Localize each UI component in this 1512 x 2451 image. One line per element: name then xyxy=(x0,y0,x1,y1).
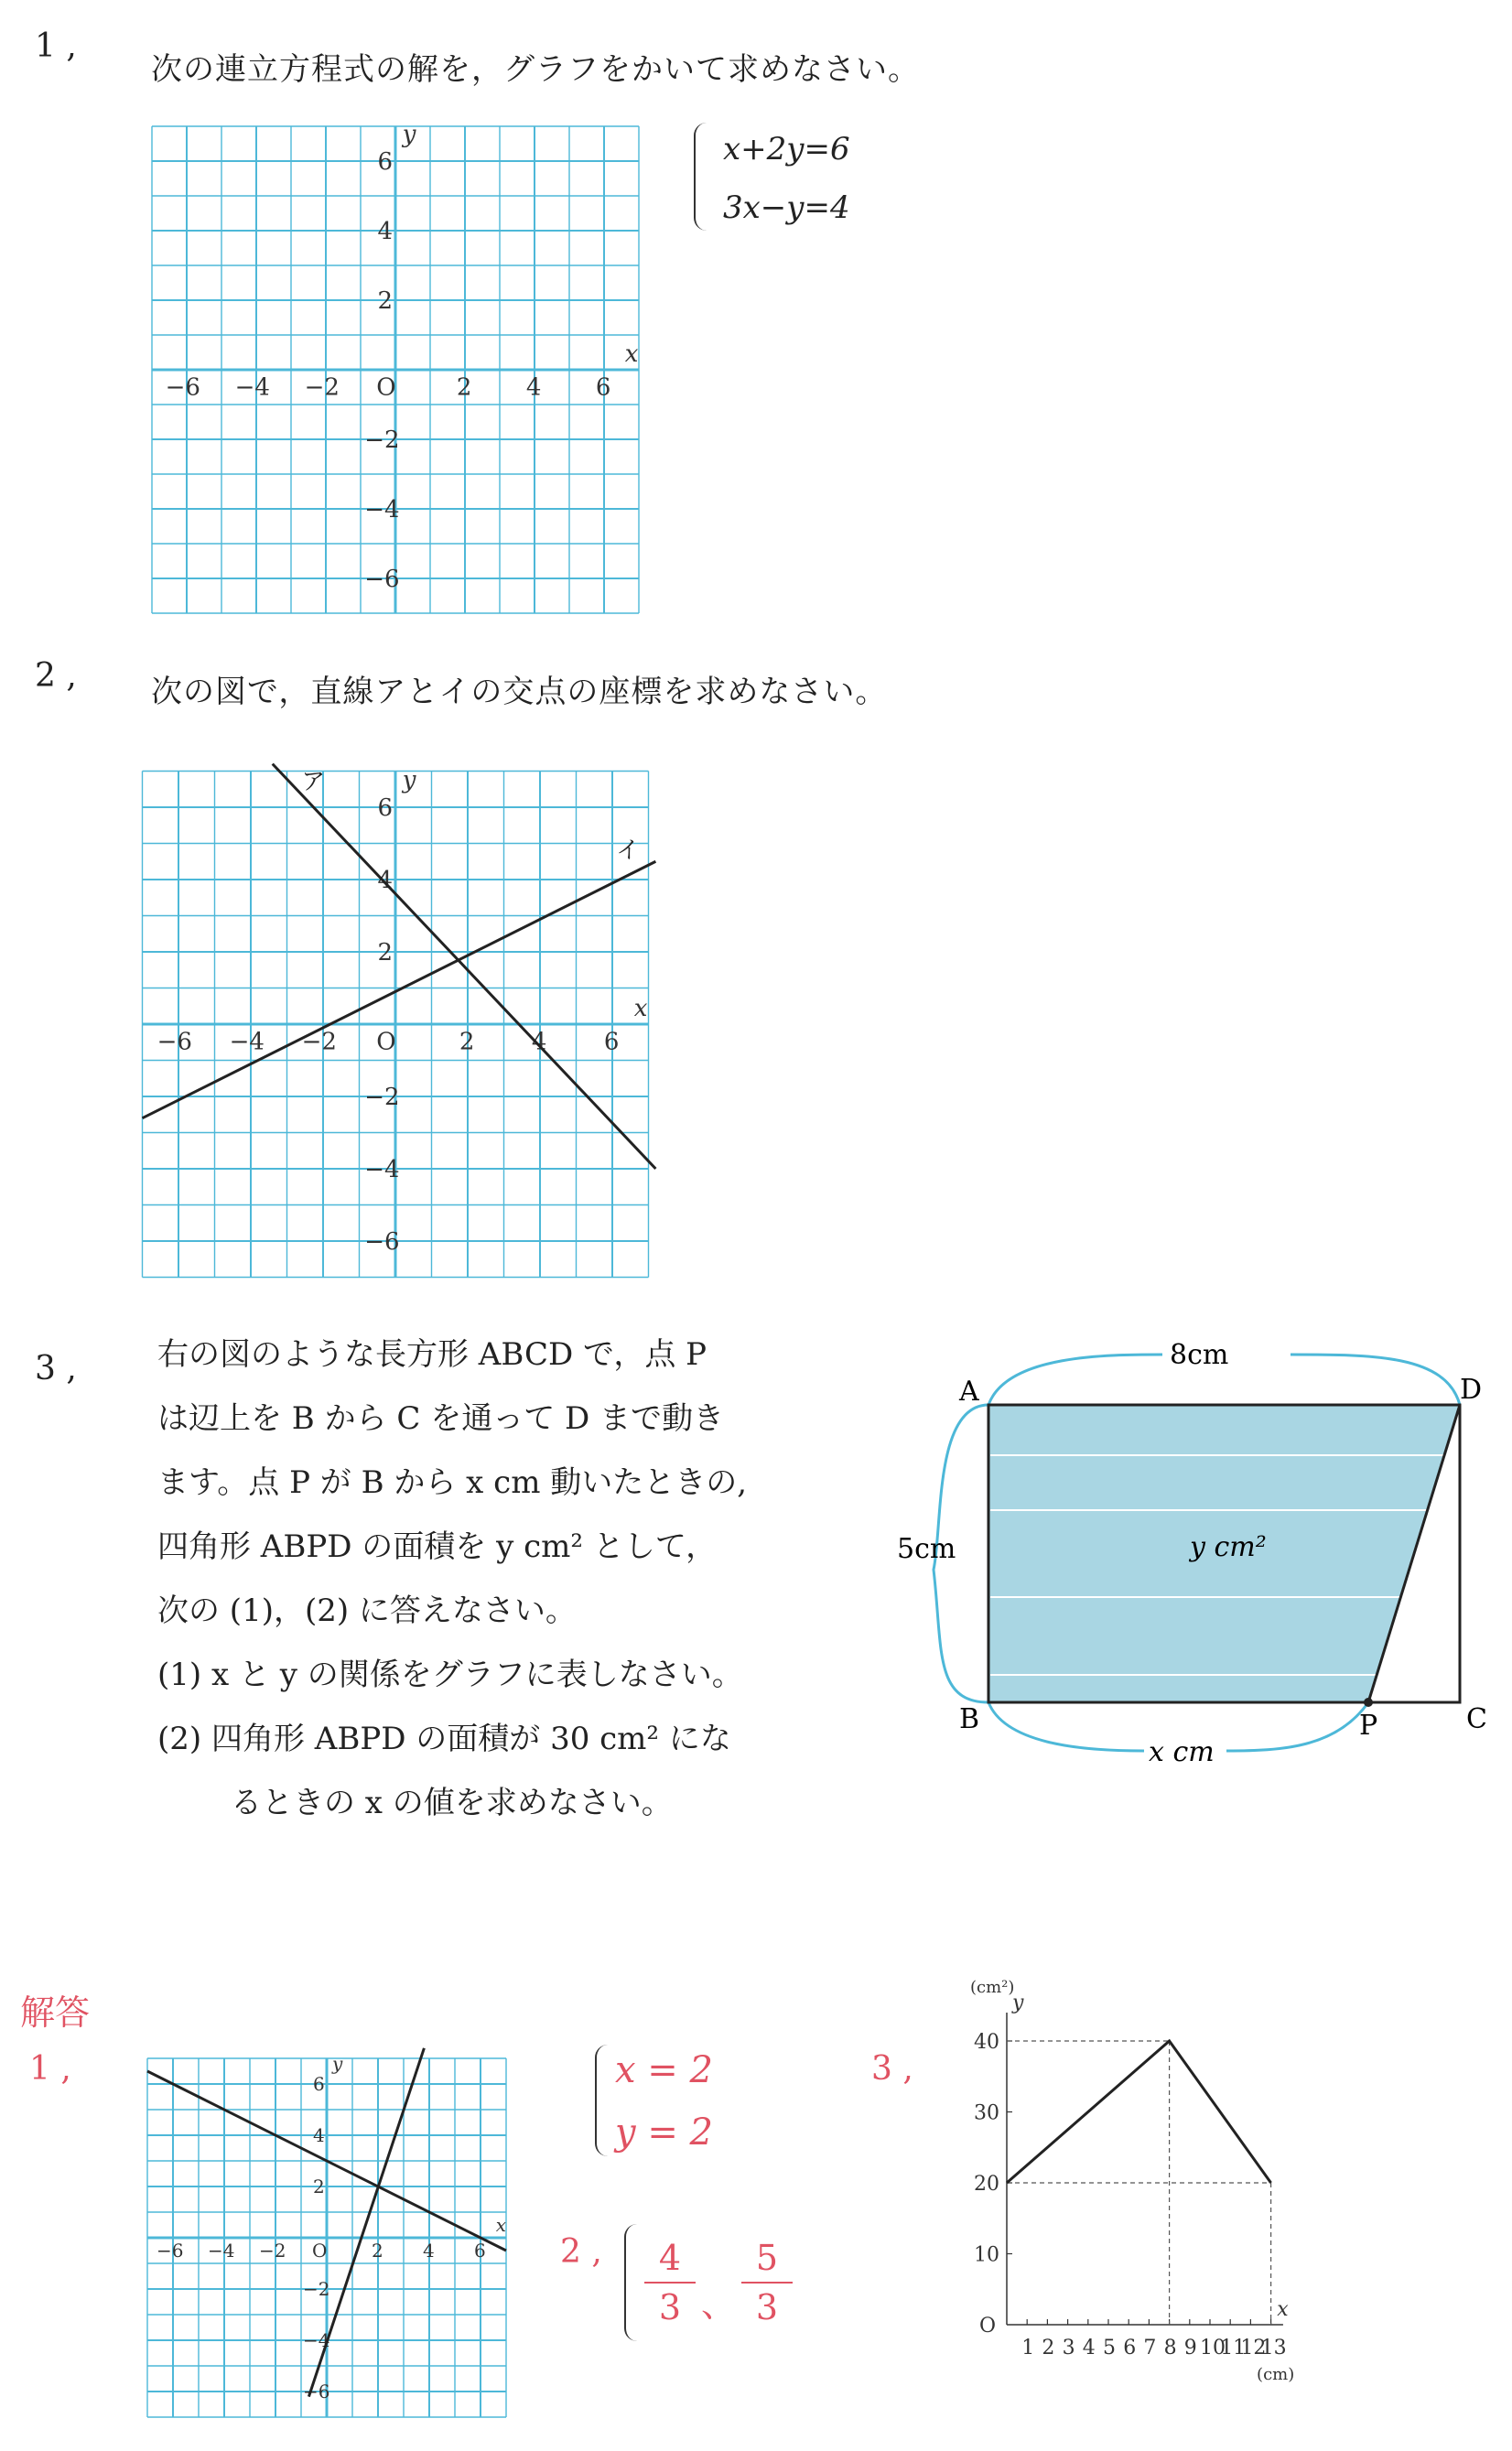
fraction-bar xyxy=(741,2282,793,2284)
x-tick-label: 6 xyxy=(595,373,611,402)
x-tick-label: 9 xyxy=(1183,2337,1197,2359)
q2-number: 2 , xyxy=(35,657,77,695)
q3-subquestion-2-cont: るときの x の値を求めなさい。 xyxy=(231,1785,673,1821)
answer1-number: 1 , xyxy=(29,2050,71,2088)
q3-line: 右の図のような長方形 ABCD で，点 P xyxy=(157,1336,707,1373)
q1-grid xyxy=(152,121,639,613)
label-d: D xyxy=(1460,1374,1483,1406)
x-axis-label: x xyxy=(624,340,639,368)
label-b: B xyxy=(959,1703,980,1735)
answer2-coordinates xyxy=(624,2224,793,2341)
q1-number: 1 , xyxy=(35,27,77,65)
x-tick-label: −4 xyxy=(229,1028,265,1056)
x-tick-label: 1 xyxy=(1021,2337,1035,2359)
y-tick-label: 2 xyxy=(377,287,394,316)
numerator: 4 xyxy=(658,2238,682,2278)
x-tick-label: 11 xyxy=(1220,2337,1247,2359)
y-tick-label: 20 xyxy=(974,2173,999,2196)
label-ycm2: y cm² xyxy=(1190,1531,1267,1563)
label-c: C xyxy=(1466,1703,1487,1735)
answer3-number: 3 , xyxy=(871,2050,913,2088)
y-tick-label: 2 xyxy=(313,2176,325,2197)
q3-text xyxy=(157,1323,747,1835)
y-tick-label: −6 xyxy=(303,2381,330,2402)
x-tick-label: 4 xyxy=(531,1028,547,1056)
separator: 、 xyxy=(701,2284,737,2325)
x-tick-label: 12 xyxy=(1240,2337,1267,2359)
y-tick-label: 40 xyxy=(974,2031,999,2054)
x-tick-label: 6 xyxy=(1123,2337,1137,2359)
y-tick-label: 6 xyxy=(377,794,394,823)
point-p xyxy=(1364,1698,1373,1707)
solution-x: x = 2 xyxy=(615,2049,713,2091)
line-i xyxy=(143,861,656,1118)
denominator: 3 xyxy=(658,2287,682,2327)
q1-graph xyxy=(146,119,659,613)
x-tick-label: 2 xyxy=(456,373,472,402)
x-tick-label: −6 xyxy=(165,373,200,402)
label-a: A xyxy=(959,1376,979,1408)
y-tick-label: 6 xyxy=(313,2073,325,2095)
y-tick-label: −2 xyxy=(303,2278,330,2300)
x-tick-label: 4 xyxy=(525,373,542,402)
y-tick-label: 6 xyxy=(377,148,394,177)
y-tick-label: −4 xyxy=(364,496,400,524)
y-axis-label: y xyxy=(402,766,416,794)
x-tick-label: 2 xyxy=(1042,2337,1055,2359)
y-tick-label: 4 xyxy=(377,867,394,895)
answers-heading: 解答 xyxy=(20,1992,91,2033)
x-tick-label: −2 xyxy=(259,2240,286,2262)
x-tick-label: 6 xyxy=(474,2240,486,2262)
x-axis-label: x xyxy=(495,2214,507,2236)
q3-subquestion-1: (1) x と y の関係をグラフに表しなさい。 xyxy=(157,1657,743,1693)
y-tick-label: −6 xyxy=(364,566,400,594)
q2-graph xyxy=(146,764,677,1286)
q2-text: 次の図で，直線アとイの交点の座標を求めなさい。 xyxy=(151,674,888,710)
x-tick-label: 5 xyxy=(1103,2337,1116,2359)
x-tick-label: −6 xyxy=(157,2240,184,2262)
answer1-graph xyxy=(146,2048,531,2433)
x-axis-label: x xyxy=(633,994,648,1022)
y-tick-label: −6 xyxy=(364,1228,400,1257)
y-tick-label: 2 xyxy=(377,939,394,967)
q3-line: ます。点 P が B から x cm 動いたときの, xyxy=(157,1464,748,1501)
q3-rectangle-figure xyxy=(897,1318,1501,1766)
x-tick-label: 10 xyxy=(1200,2337,1226,2359)
q3-number: 3 , xyxy=(35,1350,77,1387)
equation-2: 3x−y=4 xyxy=(723,189,850,226)
origin-label: O xyxy=(376,1028,396,1056)
brace xyxy=(694,123,708,231)
label-5cm: 5cm xyxy=(897,1533,956,1565)
q3-subquestion-2: (2) 四角形 ABPD の面積が 30 cm² にな xyxy=(157,1721,731,1757)
y-tick-label: 4 xyxy=(377,218,394,246)
q1-text: 次の連立方程式の解を，グラフをかいて求めなさい。 xyxy=(151,51,920,88)
origin-label: O xyxy=(979,2315,997,2338)
y-unit-label: (cm²) xyxy=(970,1978,1015,1997)
y-tick-label: −2 xyxy=(364,1084,400,1112)
equation-1: x+2y=6 xyxy=(723,131,850,167)
x-tick-label: −4 xyxy=(234,373,270,402)
line-a-label: ア xyxy=(301,768,326,796)
y-tick-label: −4 xyxy=(303,2329,330,2351)
label-8cm: 8cm xyxy=(1170,1339,1229,1371)
x-tick-label: 4 xyxy=(1082,2337,1096,2359)
q3-line: 四角形 ABPD の面積を y cm² として， xyxy=(157,1528,718,1565)
line-a xyxy=(273,764,656,1169)
x-tick-label: 4 xyxy=(423,2240,435,2262)
y-tick-label: 30 xyxy=(974,2101,999,2125)
q3-line: は辺上を B から C を通って D まで動き xyxy=(157,1400,725,1437)
series-line xyxy=(1007,2041,1271,2183)
origin-label: O xyxy=(376,373,396,402)
paren-left xyxy=(624,2224,639,2341)
numerator: 5 xyxy=(755,2238,779,2278)
answer2-number: 2 , xyxy=(560,2233,602,2271)
y-tick-label: −4 xyxy=(364,1156,400,1184)
fraction-bar xyxy=(644,2282,696,2284)
x-tick-label: −2 xyxy=(304,373,340,402)
answer1-grid xyxy=(147,2048,506,2417)
origin-label: O xyxy=(312,2240,328,2262)
x-tick-label: 13 xyxy=(1260,2337,1287,2359)
y-axis-label: y xyxy=(1012,1992,1024,2014)
answer3-chart-body xyxy=(970,1978,1294,2384)
x-tick-label: 2 xyxy=(372,2240,383,2262)
q3-line: 次の (1)，(2) に答えなさい。 xyxy=(157,1593,577,1629)
x-tick-label: 3 xyxy=(1062,2337,1075,2359)
x-tick-label: 8 xyxy=(1163,2337,1177,2359)
x-axis-label: x xyxy=(1277,2298,1289,2321)
line-i-label: イ xyxy=(615,837,640,865)
denominator: 3 xyxy=(755,2287,779,2327)
fraction-4-3 xyxy=(644,2238,696,2327)
x-tick-label: 7 xyxy=(1143,2337,1157,2359)
x-tick-label: 6 xyxy=(603,1028,620,1056)
label-xcm: x cm xyxy=(1149,1736,1215,1768)
answer3-chart xyxy=(961,1978,1510,2444)
q2-grid xyxy=(143,764,656,1278)
x-tick-label: 2 xyxy=(459,1028,475,1056)
x-tick-label: −4 xyxy=(208,2240,235,2262)
x-unit-label: (cm) xyxy=(1257,2365,1295,2384)
y-tick-label: 10 xyxy=(974,2243,999,2267)
y-axis-label: y xyxy=(332,2052,343,2075)
y-tick-label: 4 xyxy=(313,2124,325,2146)
y-tick-label: −2 xyxy=(364,426,400,455)
solution-y: y = 2 xyxy=(615,2111,713,2154)
x-tick-label: −2 xyxy=(301,1028,337,1056)
y-axis-label: y xyxy=(402,121,416,149)
label-p: P xyxy=(1359,1710,1378,1742)
brace xyxy=(595,2045,610,2156)
fraction-5-3 xyxy=(741,2238,793,2327)
x-tick-label: −6 xyxy=(157,1028,192,1056)
